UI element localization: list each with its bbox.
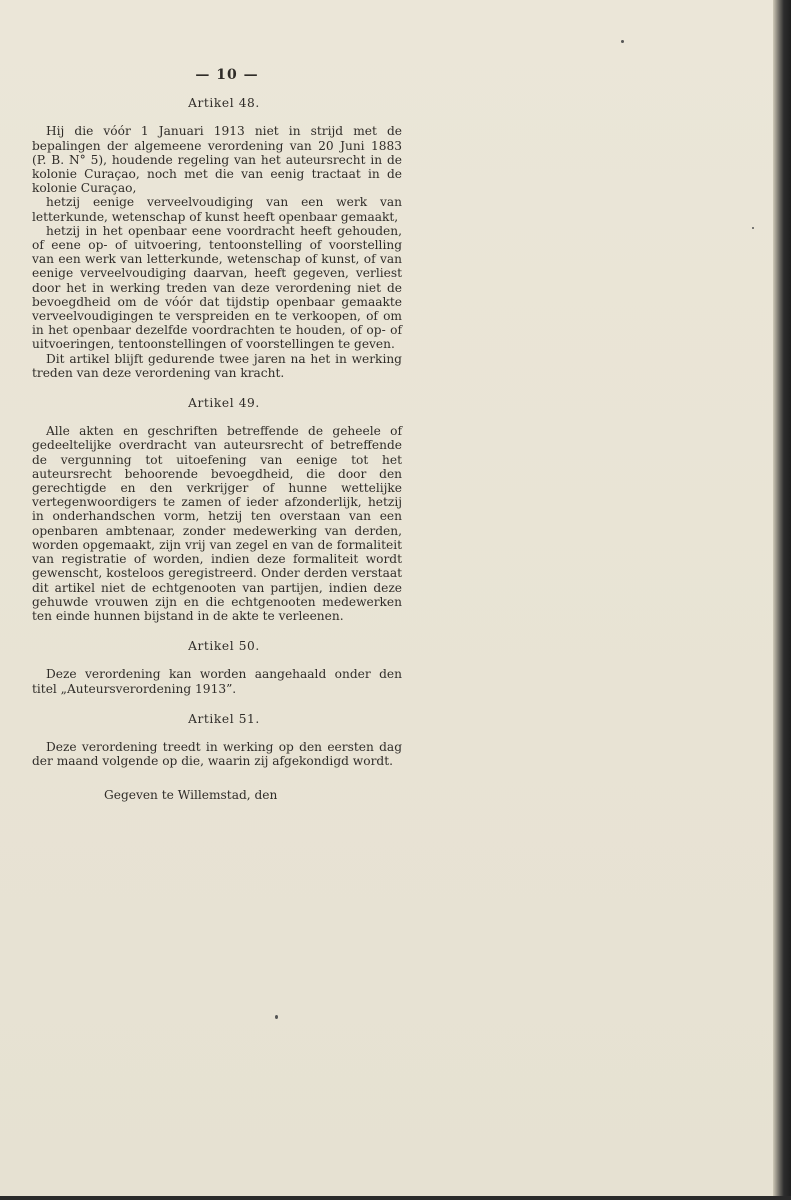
article-paragraph: hetzij in het openbaar eene voordracht heeft gehouden, of eene op- of uitvoering, tentoonstelling of voorstelling van een werk van letterkunde, wetenschap of kunst, of van eenige verveelvoudiging daarvan, heeft gegeven, verliest door het in werking treden van deze verordening niet de bevoegdheid om de vóór dat tijdstip openbaar gemaakte verveelvoudigingen te verspreiden en te verkoopen, of om in het openbaar dezelfde voordrachten te houden, of op- of uitvoeringen, tentoonstellingen of voorstellingen te geven.	[32, 223, 402, 352]
book-spine-edge	[773, 0, 791, 1200]
paper-speck	[621, 40, 624, 43]
article-51	[32, 712, 402, 769]
article-paragraph: Hij die vóór 1 Januari 1913 niet in strijd met de bepalingen der algemeene verordening van 20 Juni 1883 (P. B. N° 5), houdende regeling van het auteursrecht in de kolonie Curaçao, noch met die van eenig tractaat in de kolonie Curaçao,	[32, 124, 402, 196]
article-48	[32, 96, 402, 380]
page-number: — 10 —	[195, 67, 259, 83]
article-title: Artikel 48.	[188, 96, 260, 111]
article-paragraph: Dit artikel blijft gedurende twee jaren na het in werking treden van deze verordening van kracht.	[32, 351, 402, 380]
paper-speck	[275, 1015, 278, 1019]
article-title: Artikel 50.	[188, 639, 260, 654]
article-title: Artikel 51.	[188, 711, 260, 726]
page-bottom-edge	[0, 1196, 791, 1200]
article-paragraph: Deze verordening treedt in werking op den eersten dag der maand volgende op die, waarin zij afgekondigd wordt.	[32, 739, 402, 769]
article-paragraph: hetzij eenige verveelvoudiging van een werk van letterkunde, wetenschap of kunst heeft openbaar gemaakt,	[32, 195, 402, 224]
article-paragraph: Deze verordening kan worden aangehaald onder den titel „Auteursverordening 1913”.	[32, 667, 402, 696]
closing-line: Gegeven te Willemstad, den	[104, 788, 278, 803]
article-49	[32, 396, 402, 623]
article-title: Artikel 49.	[188, 396, 260, 411]
text-column	[32, 68, 402, 803]
paper-speck	[752, 227, 754, 229]
article-50	[32, 639, 402, 696]
article-paragraph: Alle akten en geschriften betreffende de geheele of gedeeltelijke overdracht van auteursrecht of betreffende de vergunning tot uitoefening van eenige tot het auteursrecht behoorende bevoegdheid, die door den gerechtigde en den verkrijger of hunne wettelijke vertegenwoordigers te zamen of ieder afzonderlijk, hetzij in onderhandschen vorm, hetzij ten overstaan van een openbaren ambtenaar, zonder medewerking van derden, worden opgemaakt, zijn vrij van zegel en van de formaliteit van registratie of worden, indien deze formaliteit wordt gewenscht, kosteloos geregistreerd. Onder derden verstaat dit artikel niet de echtgenooten van partijen, indien deze gehuwde vrouwen zijn en die echtgenooten medewerken ten einde hunnen bijstand in de akte te verleenen.	[32, 424, 402, 623]
